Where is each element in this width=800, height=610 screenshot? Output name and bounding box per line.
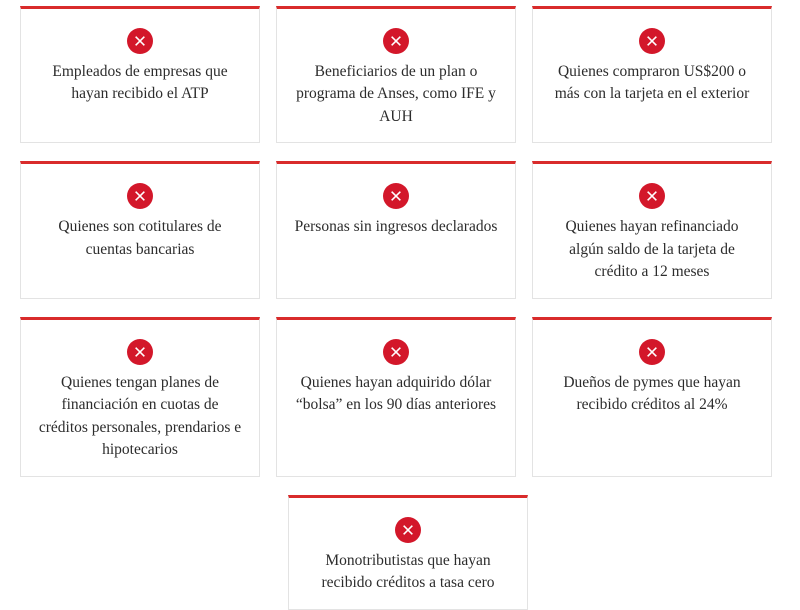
exclusion-card-text: Personas sin ingresos declarados	[294, 218, 498, 236]
x-circle-icon	[127, 28, 153, 54]
exclusion-card-4	[20, 161, 260, 298]
x-circle-icon	[639, 339, 665, 365]
exclusion-card-text: Quienes compraron US$200 o más con la tarjeta en el exterior	[554, 63, 750, 103]
exclusion-card-text: Beneficiarios de un plan o programa de Anses, como IFE y AUH	[296, 63, 496, 125]
exclusion-card-3	[532, 6, 772, 143]
exclusion-card-10	[288, 495, 528, 610]
exclusion-card-8	[276, 317, 516, 477]
exclusion-card-6	[532, 161, 772, 298]
exclusion-card-text: Dueños de pymes que hayan recibido créditos al 24%	[563, 373, 741, 414]
exclusion-card-text: Monotributistas que hayan recibido créditos a tasa cero	[321, 551, 495, 592]
x-circle-icon	[383, 28, 409, 54]
x-circle-icon	[639, 28, 665, 54]
x-circle-icon	[127, 183, 153, 209]
exclusion-card-text: Quienes son cotitulares de cuentas bancarias	[58, 218, 222, 258]
exclusion-card-text: Quienes tengan planes de financiación en cuotas de créditos personales, prendarios e hipotecarios	[38, 373, 242, 459]
exclusion-card-text: Quienes hayan adquirido dólar “bolsa” en los 90 días anteriores	[295, 373, 497, 414]
cards-grid-last-row	[20, 495, 780, 610]
exclusion-card-text: Quienes hayan refinanciado algún saldo de la tarjeta de crédito a 12 meses	[565, 218, 739, 281]
exclusion-card-text: Empleados de empresas que hayan recibido el ATP	[52, 63, 228, 103]
x-circle-icon	[383, 183, 409, 209]
exclusion-card-1	[20, 6, 260, 143]
exclusion-card-9	[532, 317, 772, 477]
exclusion-card-2	[276, 6, 516, 143]
exclusion-card-5	[276, 161, 516, 298]
x-circle-icon	[127, 339, 153, 365]
x-circle-icon	[639, 183, 665, 209]
exclusion-card-7	[20, 317, 260, 477]
x-circle-icon	[383, 339, 409, 365]
cards-grid	[20, 6, 780, 477]
x-circle-icon	[395, 517, 421, 543]
